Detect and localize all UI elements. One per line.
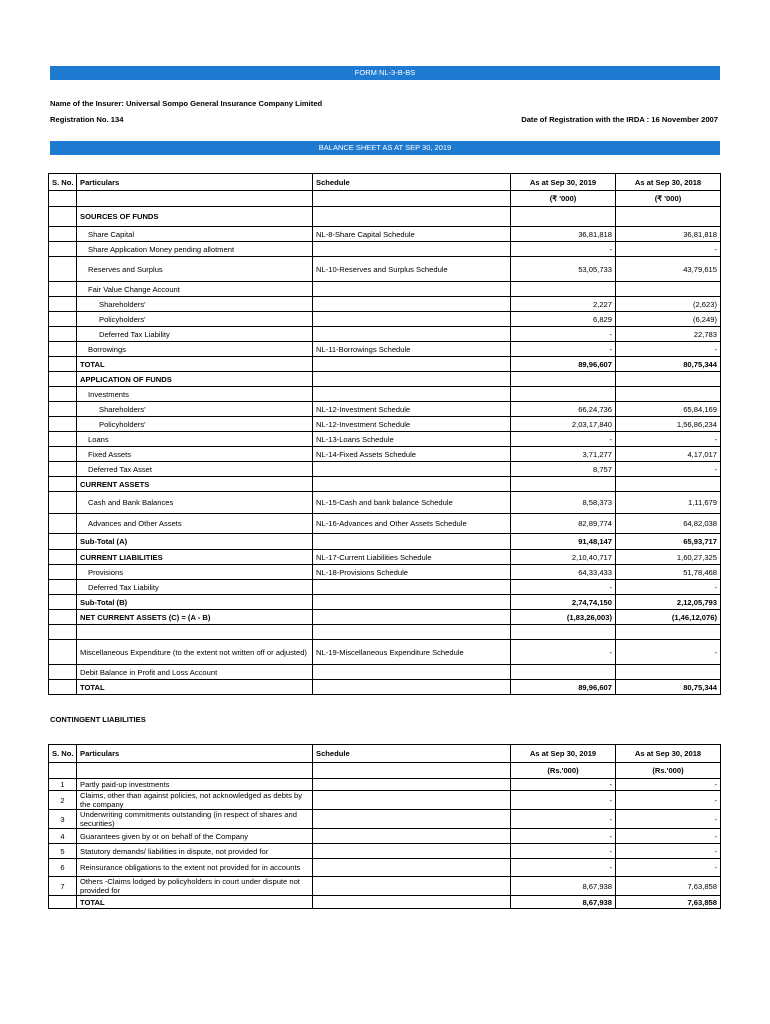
bs-value-2019: [511, 477, 616, 492]
bs-schedule: [313, 312, 511, 327]
bs-row: [49, 372, 721, 387]
bs-value-2018: 36,81,818: [616, 227, 721, 242]
bs-sno-cell: [49, 462, 77, 477]
bs-sno-cell: [49, 514, 77, 534]
cl-particular: Underwriting commitments outstanding (in respect of shares and securities): [77, 810, 313, 829]
bs-schedule: NL-12-Investment Schedule: [313, 417, 511, 432]
bs-row: [49, 432, 721, 447]
bs-unit-2019: (₹ '000): [511, 191, 616, 207]
cl-value-2018: -: [616, 859, 721, 877]
cl-unit-blank: [77, 763, 313, 779]
bs-particular: Miscellaneous Expenditure (to the extent not written off or adjusted): [77, 640, 313, 665]
cl-unit-2018: (Rs.'000): [616, 763, 721, 779]
bs-value-2018: 80,75,344: [616, 357, 721, 372]
bs-particular: Investments: [77, 387, 313, 402]
bs-sno-cell: [49, 357, 77, 372]
cl-row: [49, 859, 721, 877]
cl-value-2019: -: [511, 779, 616, 791]
bs-value-2018: 1,56,86,234: [616, 417, 721, 432]
cl-value-2018: -: [616, 810, 721, 829]
bs-value-2018: [616, 387, 721, 402]
bs-schedule: [313, 282, 511, 297]
cl-value-2018: -: [616, 791, 721, 810]
bs-value-2019: 6,829: [511, 312, 616, 327]
cl-row: [49, 779, 721, 791]
bs-header-schedule: Schedule: [313, 174, 511, 191]
bs-particular: APPLICATION OF FUNDS: [77, 372, 313, 387]
bs-sno-cell: [49, 372, 77, 387]
bs-value-2018: -: [616, 342, 721, 357]
bs-sno-cell: [49, 550, 77, 565]
bs-sno-cell: [49, 610, 77, 625]
bs-header-col-2018: As at Sep 30, 2018: [616, 174, 721, 191]
bs-sno-cell: [49, 297, 77, 312]
irda-registration-date: Date of Registration with the IRDA : 16 November 2007: [521, 115, 718, 124]
cl-value-2019: -: [511, 859, 616, 877]
bs-value-2019: 64,33,433: [511, 565, 616, 580]
bs-schedule: NL-18-Provisions Schedule: [313, 565, 511, 580]
bs-particular: Cash and Bank Balances: [77, 492, 313, 514]
bs-schedule: NL-14-Fixed Assets Schedule: [313, 447, 511, 462]
bs-row: [49, 357, 721, 372]
bs-schedule: [313, 625, 511, 640]
bs-row: [49, 610, 721, 625]
bs-value-2018: -: [616, 640, 721, 665]
bs-row: [49, 257, 721, 282]
bs-value-2018: 65,93,717: [616, 534, 721, 550]
cl-schedule: [313, 859, 511, 877]
cl-value-2019: -: [511, 791, 616, 810]
bs-value-2018: [616, 477, 721, 492]
bs-schedule: [313, 357, 511, 372]
bs-sno-cell: [49, 387, 77, 402]
cl-unit-blank: [313, 763, 511, 779]
bs-value-2018: 65,84,169: [616, 402, 721, 417]
bs-particular: Sub-Total (B): [77, 595, 313, 610]
bs-schedule: [313, 580, 511, 595]
bs-value-2018: -: [616, 462, 721, 477]
cl-value-2018: 7,63,858: [616, 896, 721, 909]
bs-particular: Share Capital: [77, 227, 313, 242]
bs-particular: CURRENT ASSETS: [77, 477, 313, 492]
bs-sno-cell: [49, 417, 77, 432]
cl-value-2018: -: [616, 779, 721, 791]
bs-header-col-2019: As at Sep 30, 2019: [511, 174, 616, 191]
cl-schedule: [313, 829, 511, 844]
cl-sno: 5: [49, 844, 77, 859]
bs-row: [49, 625, 721, 640]
bs-row: [49, 462, 721, 477]
bs-particular: Loans: [77, 432, 313, 447]
bs-sno-cell: [49, 595, 77, 610]
bs-sno-cell: [49, 447, 77, 462]
bs-value-2018: 80,75,344: [616, 680, 721, 695]
bs-unit-blank: [77, 191, 313, 207]
cl-particular: Reinsurance obligations to the extent not provided for in accounts: [77, 859, 313, 877]
bs-schedule: [313, 595, 511, 610]
bs-row: [49, 417, 721, 432]
bs-row: [49, 595, 721, 610]
bs-row: [49, 227, 721, 242]
cl-row: [49, 810, 721, 829]
cl-header-sno: S. No.: [49, 745, 77, 763]
bs-sno-cell: [49, 242, 77, 257]
bs-row: [49, 492, 721, 514]
balance-sheet-banner: [50, 141, 720, 155]
bs-row: [49, 242, 721, 257]
bs-unit-blank: [313, 191, 511, 207]
bs-particular: Provisions: [77, 565, 313, 580]
bs-value-2019: -: [511, 640, 616, 665]
cl-particular: Claims, other than against policies, not acknowledged as debts by the company: [77, 791, 313, 810]
bs-sno-cell: [49, 282, 77, 297]
bs-value-2019: -: [511, 580, 616, 595]
bs-row: [49, 580, 721, 595]
bs-row: [49, 387, 721, 402]
bs-schedule: [313, 387, 511, 402]
cl-value-2018: -: [616, 829, 721, 844]
cl-value-2018: -: [616, 844, 721, 859]
cl-value-2018: 7,63,858: [616, 877, 721, 896]
bs-particular: Reserves and Surplus: [77, 257, 313, 282]
bs-value-2019: 2,03,17,840: [511, 417, 616, 432]
cl-sno: 6: [49, 859, 77, 877]
bs-sno-cell: [49, 665, 77, 680]
bs-value-2019: 89,96,607: [511, 680, 616, 695]
cl-value-2019: -: [511, 844, 616, 859]
bs-value-2018: (6,249): [616, 312, 721, 327]
bs-value-2018: [616, 282, 721, 297]
bs-value-2019: 2,10,40,717: [511, 550, 616, 565]
cl-schedule: [313, 877, 511, 896]
bs-sno-cell: [49, 680, 77, 695]
bs-row: [49, 565, 721, 580]
bs-value-2018: [616, 665, 721, 680]
cl-row: [49, 896, 721, 909]
bs-sno-cell: [49, 477, 77, 492]
bs-sno-cell: [49, 580, 77, 595]
cl-particular: Guarantees given by or on behalf of the Company: [77, 829, 313, 844]
cl-schedule: [313, 779, 511, 791]
cl-schedule: [313, 844, 511, 859]
bs-value-2018: 43,79,615: [616, 257, 721, 282]
cl-sno: 2: [49, 791, 77, 810]
bs-row: [49, 282, 721, 297]
bs-sno-cell: [49, 492, 77, 514]
bs-value-2019: -: [511, 327, 616, 342]
bs-particular: Deferred Tax Liability: [77, 580, 313, 595]
bs-schedule: NL-8-Share Capital Schedule: [313, 227, 511, 242]
cl-row: [49, 791, 721, 810]
bs-schedule: [313, 462, 511, 477]
bs-schedule: NL-12-Investment Schedule: [313, 402, 511, 417]
bs-particular: Shareholders': [77, 297, 313, 312]
bs-header-sno: S. No.: [49, 174, 77, 191]
cl-value-2019: 8,67,938: [511, 877, 616, 896]
bs-schedule: [313, 242, 511, 257]
bs-schedule: [313, 534, 511, 550]
bs-schedule: [313, 610, 511, 625]
bs-value-2019: 2,227: [511, 297, 616, 312]
bs-value-2019: 36,81,818: [511, 227, 616, 242]
bs-row: [49, 477, 721, 492]
bs-schedule: NL-13-Loans Schedule: [313, 432, 511, 447]
cl-particular: Partly paid-up investments: [77, 779, 313, 791]
bs-value-2018: 2,12,05,793: [616, 595, 721, 610]
cl-value-2019: 8,67,938: [511, 896, 616, 909]
bs-schedule: NL-10-Reserves and Surplus Schedule: [313, 257, 511, 282]
bs-particular: Shareholders': [77, 402, 313, 417]
cl-unit-blank: [49, 763, 77, 779]
bs-value-2018: [616, 207, 721, 227]
bs-row: [49, 640, 721, 665]
bs-particular: SOURCES OF FUNDS: [77, 207, 313, 227]
bs-value-2018: [616, 625, 721, 640]
bs-schedule: NL-15-Cash and bank balance Schedule: [313, 492, 511, 514]
bs-row: [49, 327, 721, 342]
bs-sno-cell: [49, 327, 77, 342]
bs-value-2019: 53,05,733: [511, 257, 616, 282]
bs-sno-cell: [49, 257, 77, 282]
bs-row: [49, 207, 721, 227]
bs-particular: Fixed Assets: [77, 447, 313, 462]
bs-schedule: [313, 327, 511, 342]
bs-value-2019: 8,58,373: [511, 492, 616, 514]
bs-particular: Deferred Tax Liability: [77, 327, 313, 342]
cl-sno: 1: [49, 779, 77, 791]
bs-value-2019: [511, 625, 616, 640]
cl-header-particulars: Particulars: [77, 745, 313, 763]
bs-value-2019: -: [511, 242, 616, 257]
bs-schedule: [313, 207, 511, 227]
cl-header-schedule: Schedule: [313, 745, 511, 763]
bs-row: [49, 342, 721, 357]
bs-value-2019: -: [511, 342, 616, 357]
cl-sno: 4: [49, 829, 77, 844]
bs-row: [49, 534, 721, 550]
bs-particular: Policyholders': [77, 312, 313, 327]
cl-value-2019: -: [511, 829, 616, 844]
bs-sno-cell: [49, 207, 77, 227]
balance-sheet-title: BALANCE SHEET AS AT SEP 30, 2019: [318, 143, 452, 152]
bs-value-2019: 82,89,774: [511, 514, 616, 534]
bs-value-2018: 64,82,038: [616, 514, 721, 534]
bs-value-2018: 51,78,468: [616, 565, 721, 580]
insurer-name: Name of the Insurer: Universal Sompo General Insurance Company Limited: [50, 99, 323, 108]
bs-schedule: [313, 372, 511, 387]
bs-value-2019: 2,74,74,150: [511, 595, 616, 610]
bs-schedule: NL-17-Current Liabilities Schedule: [313, 550, 511, 565]
cl-sno: 3: [49, 810, 77, 829]
cl-particular: TOTAL: [77, 896, 313, 909]
bs-particular: Policyholders': [77, 417, 313, 432]
bs-particular: Fair Value Change Account: [77, 282, 313, 297]
bs-particular: NET CURRENT ASSETS (C) = (A - B): [77, 610, 313, 625]
bs-particular: [77, 625, 313, 640]
bs-value-2018: 4,17,017: [616, 447, 721, 462]
bs-particular: Share Application Money pending allotment: [77, 242, 313, 257]
bs-sno-cell: [49, 565, 77, 580]
bs-particular: Sub-Total (A): [77, 534, 313, 550]
bs-value-2019: 8,757: [511, 462, 616, 477]
contingent-liabilities-title: CONTINGENT LIABILITIES: [50, 715, 146, 724]
bs-row: [49, 665, 721, 680]
bs-value-2018: 1,11,679: [616, 492, 721, 514]
registration-number: Registration No. 134: [50, 115, 124, 124]
bs-schedule: [313, 477, 511, 492]
bs-sno-cell: [49, 402, 77, 417]
cl-row: [49, 829, 721, 844]
bs-particular: Deferred Tax Asset: [77, 462, 313, 477]
bs-row: [49, 680, 721, 695]
bs-value-2018: -: [616, 432, 721, 447]
bs-value-2018: 1,60,27,325: [616, 550, 721, 565]
cl-sno: 7: [49, 877, 77, 896]
cl-particular: Statutory demands/ liabilities in dispute, not provided for: [77, 844, 313, 859]
bs-unit-blank: [49, 191, 77, 207]
bs-row: [49, 550, 721, 565]
bs-value-2019: 3,71,277: [511, 447, 616, 462]
bs-schedule: [313, 297, 511, 312]
cl-header-col-2019: As at Sep 30, 2019: [511, 745, 616, 763]
bs-value-2018: -: [616, 242, 721, 257]
bs-schedule: NL-16-Advances and Other Assets Schedule: [313, 514, 511, 534]
bs-header-particulars: Particulars: [77, 174, 313, 191]
bs-value-2019: (1,83,26,003): [511, 610, 616, 625]
bs-value-2019: [511, 282, 616, 297]
bs-particular: TOTAL: [77, 680, 313, 695]
bs-schedule: NL-19-Miscellaneous Expenditure Schedule: [313, 640, 511, 665]
bs-schedule: [313, 680, 511, 695]
cl-schedule: [313, 810, 511, 829]
bs-particular: Advances and Other Assets: [77, 514, 313, 534]
bs-unit-2018: (₹ '000): [616, 191, 721, 207]
cl-header-col-2018: As at Sep 30, 2018: [616, 745, 721, 763]
contingent-liabilities-table: [48, 744, 721, 909]
cl-particular: Others -Claims lodged by policyholders in court under dispute not provided for: [77, 877, 313, 896]
bs-row: [49, 402, 721, 417]
bs-sno-cell: [49, 640, 77, 665]
bs-row: [49, 297, 721, 312]
cl-sno: [49, 896, 77, 909]
bs-particular: CURRENT LIABILITIES: [77, 550, 313, 565]
cl-unit-2019: (Rs.'000): [511, 763, 616, 779]
cl-schedule: [313, 896, 511, 909]
bs-value-2018: 22,783: [616, 327, 721, 342]
bs-value-2019: 91,48,147: [511, 534, 616, 550]
bs-particular: TOTAL: [77, 357, 313, 372]
bs-sno-cell: [49, 625, 77, 640]
bs-sno-cell: [49, 227, 77, 242]
bs-value-2019: 89,96,607: [511, 357, 616, 372]
bs-row: [49, 447, 721, 462]
cl-row: [49, 877, 721, 896]
bs-value-2018: -: [616, 580, 721, 595]
balance-sheet-table: [48, 173, 721, 695]
bs-sno-cell: [49, 534, 77, 550]
bs-sno-cell: [49, 432, 77, 447]
bs-schedule: [313, 665, 511, 680]
cl-row: [49, 844, 721, 859]
form-title: FORM NL-3-B-BS: [354, 68, 416, 77]
bs-particular: Debit Balance in Profit and Loss Account: [77, 665, 313, 680]
cl-value-2019: -: [511, 810, 616, 829]
bs-sno-cell: [49, 312, 77, 327]
bs-value-2019: [511, 372, 616, 387]
bs-schedule: NL-11-Borrowings Schedule: [313, 342, 511, 357]
bs-value-2018: (2,623): [616, 297, 721, 312]
bs-value-2019: [511, 207, 616, 227]
bs-value-2018: [616, 372, 721, 387]
bs-value-2019: 66,24,736: [511, 402, 616, 417]
bs-value-2018: (1,46,12,076): [616, 610, 721, 625]
bs-particular: Borrowings: [77, 342, 313, 357]
bs-value-2019: -: [511, 432, 616, 447]
bs-row: [49, 312, 721, 327]
bs-value-2019: [511, 387, 616, 402]
bs-sno-cell: [49, 342, 77, 357]
bs-row: [49, 514, 721, 534]
bs-value-2019: [511, 665, 616, 680]
cl-schedule: [313, 791, 511, 810]
form-title-banner: [50, 66, 720, 80]
